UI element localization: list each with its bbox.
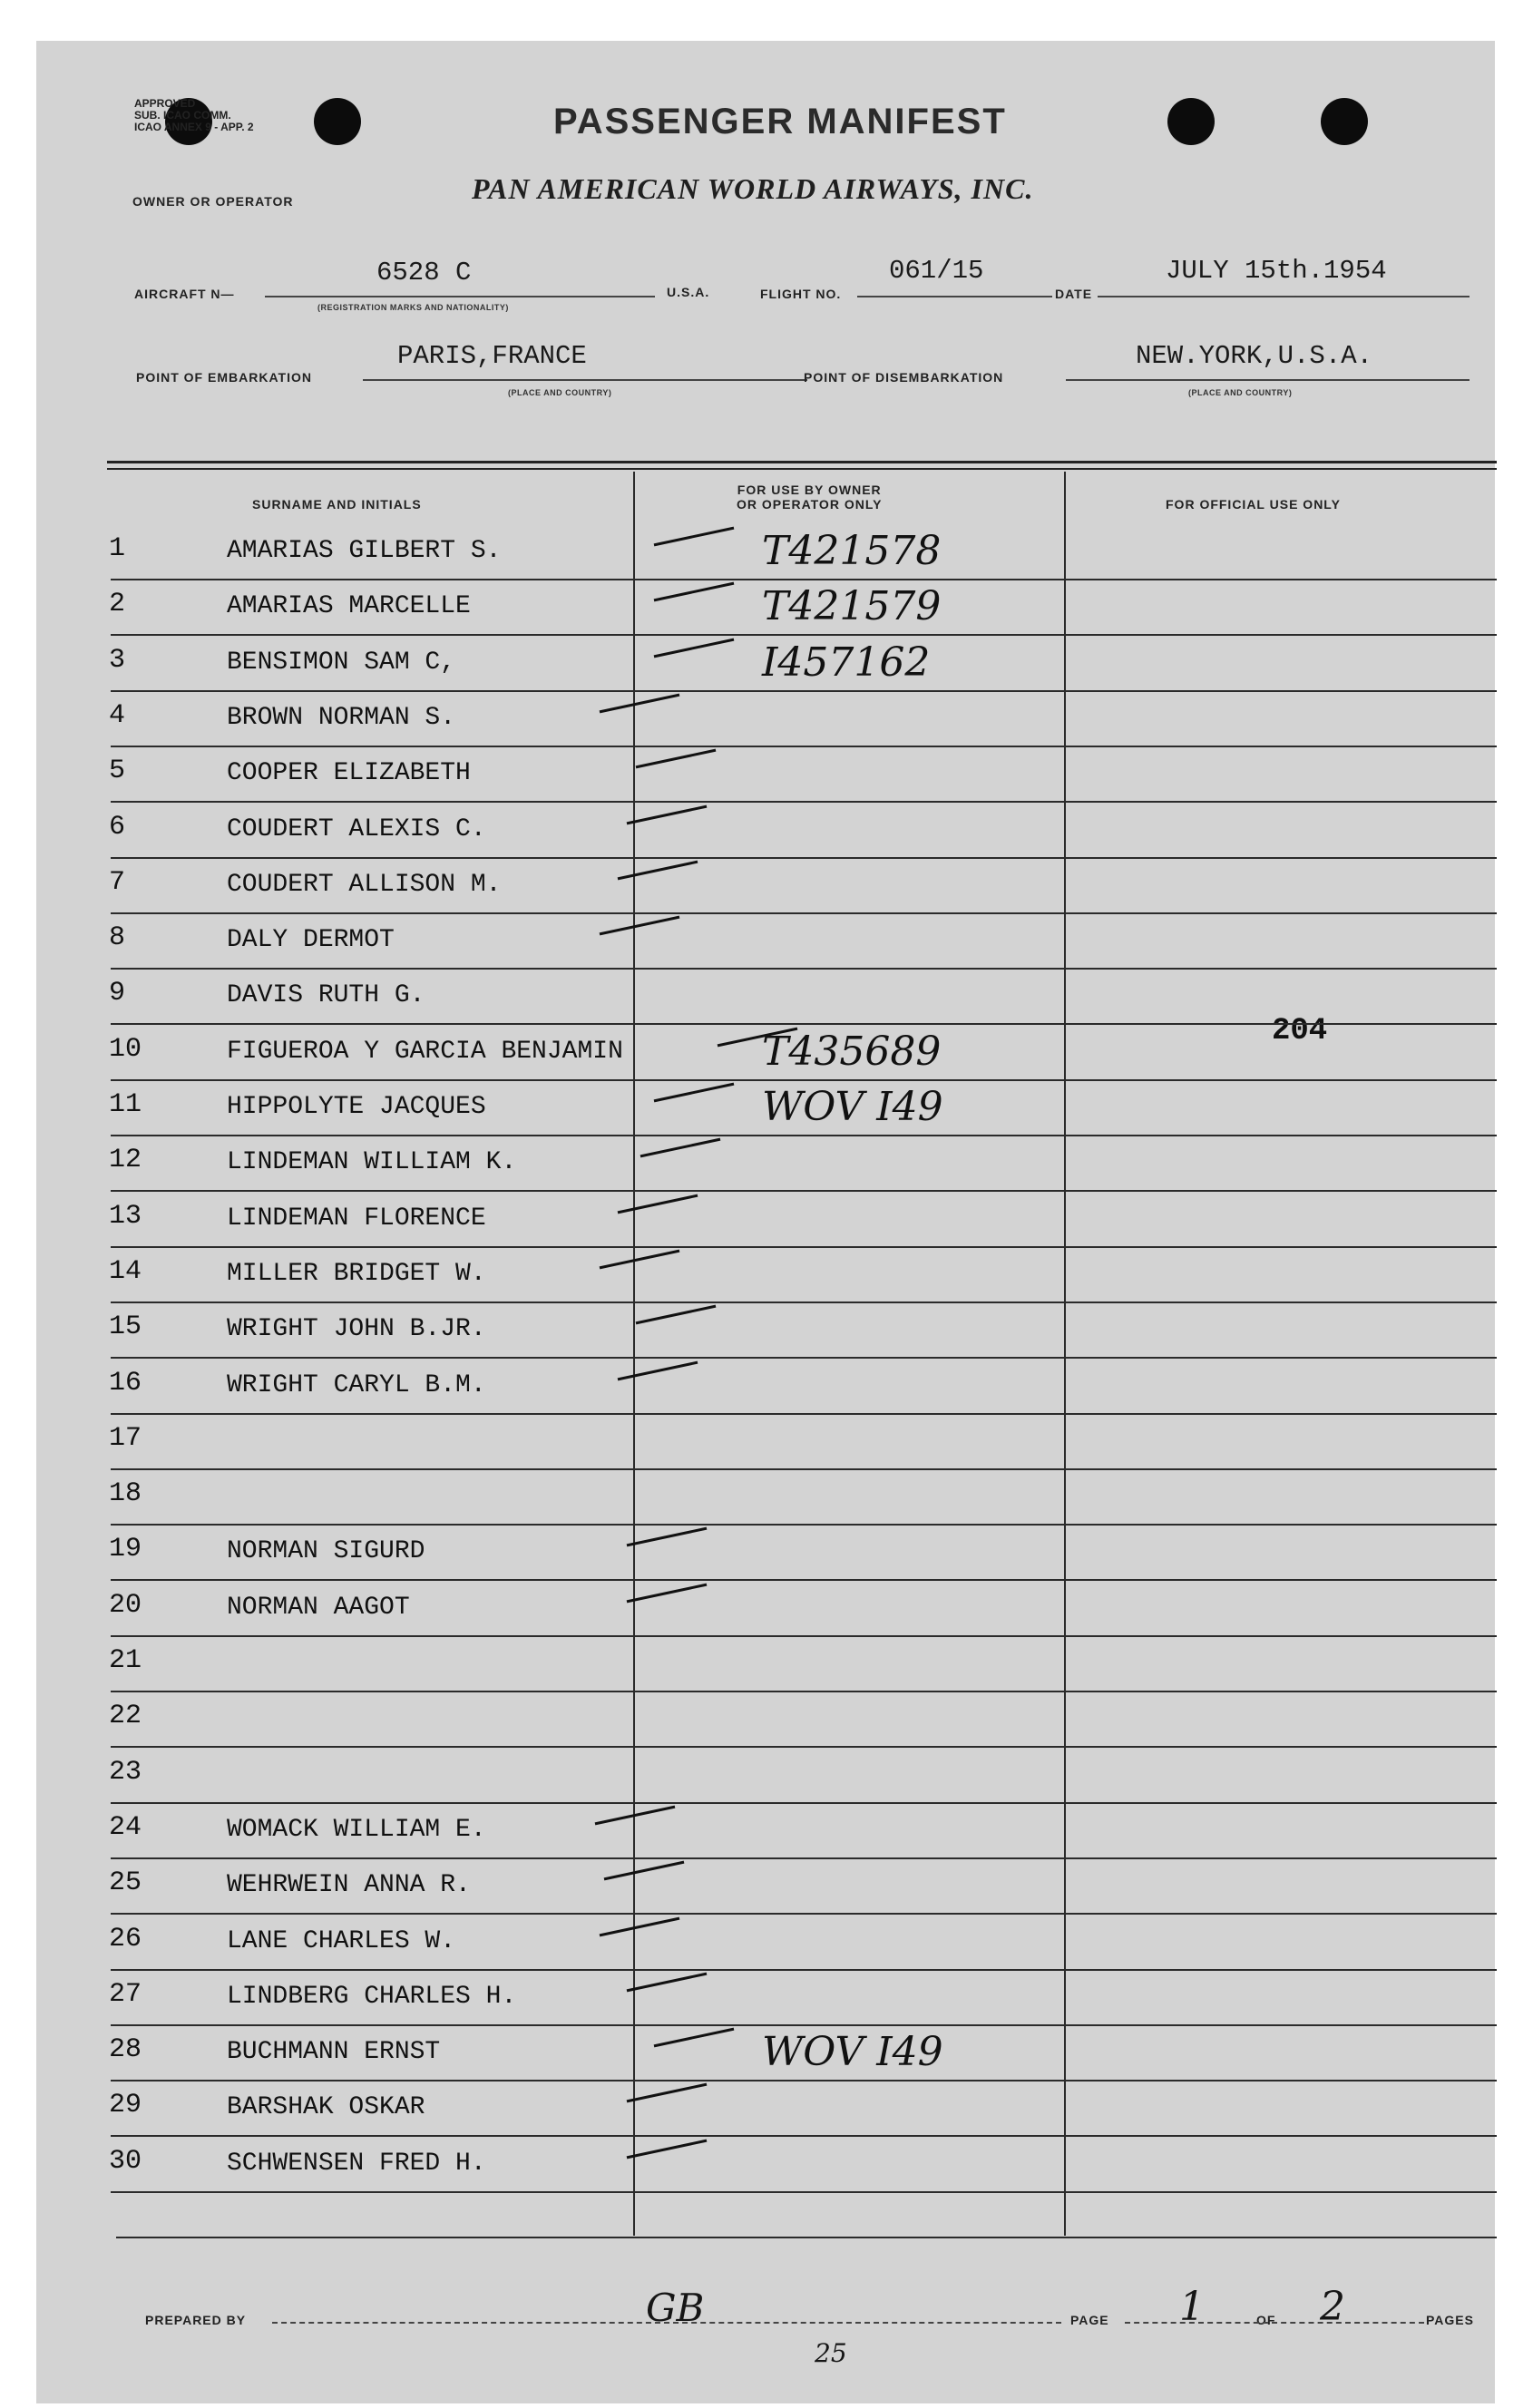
footer-note: 25 bbox=[815, 2338, 847, 2368]
of-value: 2 bbox=[1320, 2284, 1345, 2330]
row-number: 1 bbox=[109, 533, 126, 564]
table-row bbox=[0, 638, 1533, 693]
row-rule bbox=[111, 1190, 1497, 1192]
operator-mark: WOV I49 bbox=[762, 2029, 943, 2076]
of-label: OF bbox=[1256, 2313, 1276, 2327]
punch-hole-3 bbox=[1167, 98, 1215, 145]
row-rule bbox=[111, 1913, 1497, 1915]
table-row bbox=[0, 1137, 1533, 1193]
table-row bbox=[0, 581, 1533, 637]
row-number: 28 bbox=[109, 2034, 142, 2066]
usa-label: U.S.A. bbox=[667, 285, 710, 299]
row-number: 23 bbox=[109, 1756, 142, 1788]
operator-mark: T435689 bbox=[762, 1028, 942, 1075]
passenger-name: LINDBERG CHARLES H. bbox=[227, 1982, 517, 2011]
passenger-name: AMARIAS GILBERT S. bbox=[227, 537, 502, 565]
table-row bbox=[0, 1249, 1533, 1304]
check-mark-icon bbox=[627, 2139, 708, 2159]
passenger-name: COUDERT ALLISON M. bbox=[227, 870, 502, 899]
table-row bbox=[0, 1526, 1533, 1582]
row-number: 18 bbox=[109, 1478, 142, 1510]
row-number: 20 bbox=[109, 1589, 142, 1621]
passenger-name: WEHRWEIN ANNA R. bbox=[227, 1871, 471, 1900]
table-row bbox=[0, 860, 1533, 915]
table-row bbox=[0, 915, 1533, 970]
aircraft-sub: (REGISTRATION MARKS AND NATIONALITY) bbox=[317, 303, 509, 312]
passenger-name: WRIGHT JOHN B.JR. bbox=[227, 1315, 486, 1344]
row-number: 3 bbox=[109, 644, 126, 676]
stamp-line: APPROVED bbox=[134, 97, 196, 110]
row-rule bbox=[111, 1579, 1497, 1581]
table-row bbox=[0, 1750, 1533, 1805]
table-top-rule-2 bbox=[107, 468, 1497, 470]
row-number: 14 bbox=[109, 1255, 142, 1287]
date-value: JULY 15th.1954 bbox=[1166, 256, 1387, 286]
check-mark-icon bbox=[627, 1527, 708, 1547]
pages-label: PAGES bbox=[1426, 2313, 1474, 2327]
disembark-label: POINT OF DISEMBARKATION bbox=[804, 370, 1004, 385]
row-number: 17 bbox=[109, 1422, 142, 1454]
embark-underline bbox=[363, 379, 807, 381]
passenger-name: MILLER BRIDGET W. bbox=[227, 1259, 486, 1288]
row-number: 8 bbox=[109, 922, 126, 954]
page-label: PAGE bbox=[1070, 2313, 1109, 2327]
row-rule bbox=[111, 1301, 1497, 1303]
row-number: 15 bbox=[109, 1311, 142, 1343]
passenger-name: WRIGHT CARYL B.M. bbox=[227, 1370, 486, 1399]
row-rule bbox=[111, 1691, 1497, 1692]
row-rule bbox=[111, 2080, 1497, 2081]
check-mark-icon bbox=[627, 1583, 708, 1603]
table-row bbox=[0, 1082, 1533, 1137]
passenger-name: LINDEMAN FLORENCE bbox=[227, 1204, 486, 1233]
prepared-label: PREPARED BY bbox=[145, 2313, 247, 2327]
check-mark-icon bbox=[654, 2028, 735, 2048]
row-number: 5 bbox=[109, 756, 126, 787]
passenger-name: LINDEMAN WILLIAM K. bbox=[227, 1148, 517, 1177]
disembark-value: NEW.YORK,U.S.A. bbox=[1136, 341, 1373, 371]
operator-mark: I457162 bbox=[762, 639, 931, 686]
page-title: PASSENGER MANIFEST bbox=[553, 102, 1007, 141]
row-rule bbox=[111, 1246, 1497, 1248]
operator-mark: WOV I49 bbox=[762, 1084, 943, 1130]
check-mark-icon bbox=[600, 694, 680, 714]
table-row bbox=[0, 1471, 1533, 1526]
check-mark-icon bbox=[618, 1360, 698, 1380]
passenger-name: LANE CHARLES W. bbox=[227, 1926, 456, 1955]
row-rule bbox=[111, 801, 1497, 803]
passenger-name: FIGUEROA Y GARCIA BENJAMIN bbox=[227, 1037, 623, 1066]
row-number: 11 bbox=[109, 1089, 142, 1120]
page-value: 1 bbox=[1179, 2284, 1205, 2330]
passenger-name: DAVIS RUTH G. bbox=[227, 981, 425, 1010]
check-mark-icon bbox=[600, 1250, 680, 1270]
row-number: 24 bbox=[109, 1811, 142, 1843]
row-rule bbox=[111, 1524, 1497, 1526]
table-top-rule bbox=[107, 461, 1497, 463]
page-underline bbox=[1125, 2322, 1424, 2324]
check-mark-icon bbox=[636, 1305, 717, 1325]
row-rule bbox=[111, 634, 1497, 636]
row-number: 27 bbox=[109, 1978, 142, 2010]
table-row bbox=[0, 2082, 1533, 2138]
table-row bbox=[0, 2139, 1533, 2194]
row-number: 26 bbox=[109, 1923, 142, 1955]
row-number: 13 bbox=[109, 1200, 142, 1232]
table-row bbox=[0, 526, 1533, 581]
check-mark-icon bbox=[595, 1806, 676, 1826]
check-mark-icon bbox=[604, 1861, 685, 1881]
col-header-names: SURNAME AND INITIALS bbox=[252, 497, 422, 512]
table-row bbox=[0, 1027, 1533, 1082]
col-header-official: FOR OFFICIAL USE ONLY bbox=[1166, 497, 1341, 512]
row-rule bbox=[111, 579, 1497, 580]
table-row bbox=[0, 1304, 1533, 1360]
check-mark-icon bbox=[654, 582, 735, 602]
check-mark-icon bbox=[618, 860, 698, 880]
table-row bbox=[0, 1638, 1533, 1693]
table-row bbox=[0, 2027, 1533, 2082]
row-rule bbox=[111, 746, 1497, 747]
row-rule bbox=[111, 1023, 1497, 1025]
row-number: 4 bbox=[109, 699, 126, 731]
col-header-owner bbox=[737, 483, 882, 512]
col-header-owner-text: FOR USE BY OWNER OR OPERATOR ONLY bbox=[737, 483, 883, 512]
embark-sub: (PLACE AND COUNTRY) bbox=[508, 388, 612, 397]
table-row bbox=[0, 1693, 1533, 1749]
passenger-name: COUDERT ALEXIS C. bbox=[227, 814, 486, 843]
owner-label: OWNER OR OPERATOR bbox=[132, 194, 294, 209]
aircraft-underline bbox=[265, 296, 655, 297]
check-mark-icon bbox=[627, 804, 708, 824]
flight-underline bbox=[857, 296, 1052, 297]
row-number: 21 bbox=[109, 1645, 142, 1676]
check-mark-icon bbox=[618, 1194, 698, 1214]
row-rule bbox=[111, 1357, 1497, 1359]
stamp-line: SUB. ICAO COMM. bbox=[134, 109, 231, 122]
punch-hole-2 bbox=[314, 98, 361, 145]
row-rule bbox=[111, 1857, 1497, 1859]
passenger-name: BUCHMANN ERNST bbox=[227, 2038, 441, 2067]
row-rule bbox=[111, 1079, 1497, 1081]
row-number: 10 bbox=[109, 1033, 142, 1065]
punch-hole-4 bbox=[1321, 98, 1368, 145]
check-mark-icon bbox=[627, 2083, 708, 2103]
passenger-name: NORMAN AAGOT bbox=[227, 1593, 410, 1622]
flight-label: FLIGHT NO. bbox=[760, 287, 842, 301]
row-rule bbox=[111, 1468, 1497, 1470]
preparer-initials: GB bbox=[646, 2286, 705, 2330]
approval-stamp bbox=[134, 98, 254, 133]
date-underline bbox=[1098, 296, 1470, 297]
check-mark-icon bbox=[640, 1138, 721, 1158]
disembark-underline bbox=[1066, 379, 1470, 381]
embark-value: PARIS,FRANCE bbox=[397, 341, 587, 371]
date-label: DATE bbox=[1055, 287, 1093, 301]
row-number: 22 bbox=[109, 1701, 142, 1732]
embark-label: POINT OF EMBARKATION bbox=[136, 370, 312, 385]
table-row bbox=[0, 748, 1533, 804]
row-rule bbox=[111, 912, 1497, 914]
row-number: 12 bbox=[109, 1145, 142, 1176]
airline-name: PAN AMERICAN WORLD AIRWAYS, INC. bbox=[472, 172, 1034, 205]
aircraft-value: 6528 C bbox=[376, 258, 472, 288]
row-number: 2 bbox=[109, 589, 126, 620]
row-rule bbox=[111, 1413, 1497, 1415]
passenger-name: BARSHAK OSKAR bbox=[227, 2093, 425, 2122]
stamp-line: ICAO ANNEX 9 - APP. 2 bbox=[134, 121, 254, 133]
row-number: 25 bbox=[109, 1867, 142, 1899]
passenger-name: BENSIMON SAM C, bbox=[227, 648, 456, 677]
table-row bbox=[0, 1860, 1533, 1916]
passenger-name: SCHWENSEN FRED H. bbox=[227, 2149, 486, 2178]
row-rule bbox=[111, 1746, 1497, 1748]
row-rule bbox=[111, 1135, 1497, 1136]
row-number: 6 bbox=[109, 811, 126, 843]
passenger-name: BROWN NORMAN S. bbox=[227, 703, 456, 732]
table-row bbox=[0, 1972, 1533, 2027]
operator-mark: T421579 bbox=[762, 583, 942, 630]
check-mark-icon bbox=[636, 749, 717, 769]
row-number: 16 bbox=[109, 1367, 142, 1399]
check-mark-icon bbox=[600, 1916, 680, 1936]
row-number: 7 bbox=[109, 866, 126, 898]
row-rule bbox=[111, 2191, 1497, 2193]
check-mark-icon bbox=[654, 638, 735, 658]
table-bottom-rule bbox=[116, 2237, 1497, 2238]
passenger-name: DALY DERMOT bbox=[227, 926, 395, 955]
row-rule bbox=[111, 857, 1497, 859]
row-rule bbox=[111, 968, 1497, 970]
row-rule bbox=[111, 690, 1497, 692]
passenger-name: WOMACK WILLIAM E. bbox=[227, 1815, 486, 1844]
disembark-sub: (PLACE AND COUNTRY) bbox=[1188, 388, 1293, 397]
table-row bbox=[0, 1194, 1533, 1249]
passenger-name: COOPER ELIZABETH bbox=[227, 759, 471, 788]
row-rule bbox=[111, 2135, 1497, 2137]
row-number: 9 bbox=[109, 978, 126, 1009]
row-number: 29 bbox=[109, 2090, 142, 2121]
check-mark-icon bbox=[654, 1083, 735, 1103]
row-rule bbox=[111, 1969, 1497, 1971]
passenger-name: AMARIAS MARCELLE bbox=[227, 592, 471, 621]
table-row bbox=[0, 970, 1533, 1026]
table-row bbox=[0, 1583, 1533, 1638]
official-code: 204 bbox=[1272, 1014, 1328, 1048]
row-number: 30 bbox=[109, 2145, 142, 2177]
row-rule bbox=[111, 1802, 1497, 1804]
passenger-name: NORMAN SIGURD bbox=[227, 1537, 425, 1566]
table-row bbox=[0, 1805, 1533, 1860]
row-rule bbox=[111, 2024, 1497, 2026]
row-rule bbox=[111, 1635, 1497, 1637]
table-row bbox=[0, 1916, 1533, 1972]
passenger-name: HIPPOLYTE JACQUES bbox=[227, 1093, 486, 1121]
operator-mark: T421578 bbox=[762, 528, 942, 574]
flight-value: 061/15 bbox=[889, 256, 984, 286]
check-mark-icon bbox=[627, 1972, 708, 1992]
check-mark-icon bbox=[600, 916, 680, 936]
table-row bbox=[0, 693, 1533, 748]
row-number: 19 bbox=[109, 1534, 142, 1565]
aircraft-label: AIRCRAFT N— bbox=[134, 287, 235, 301]
table-row bbox=[0, 1416, 1533, 1471]
table-row bbox=[0, 804, 1533, 860]
check-mark-icon bbox=[654, 527, 735, 547]
table-row bbox=[0, 1360, 1533, 1416]
